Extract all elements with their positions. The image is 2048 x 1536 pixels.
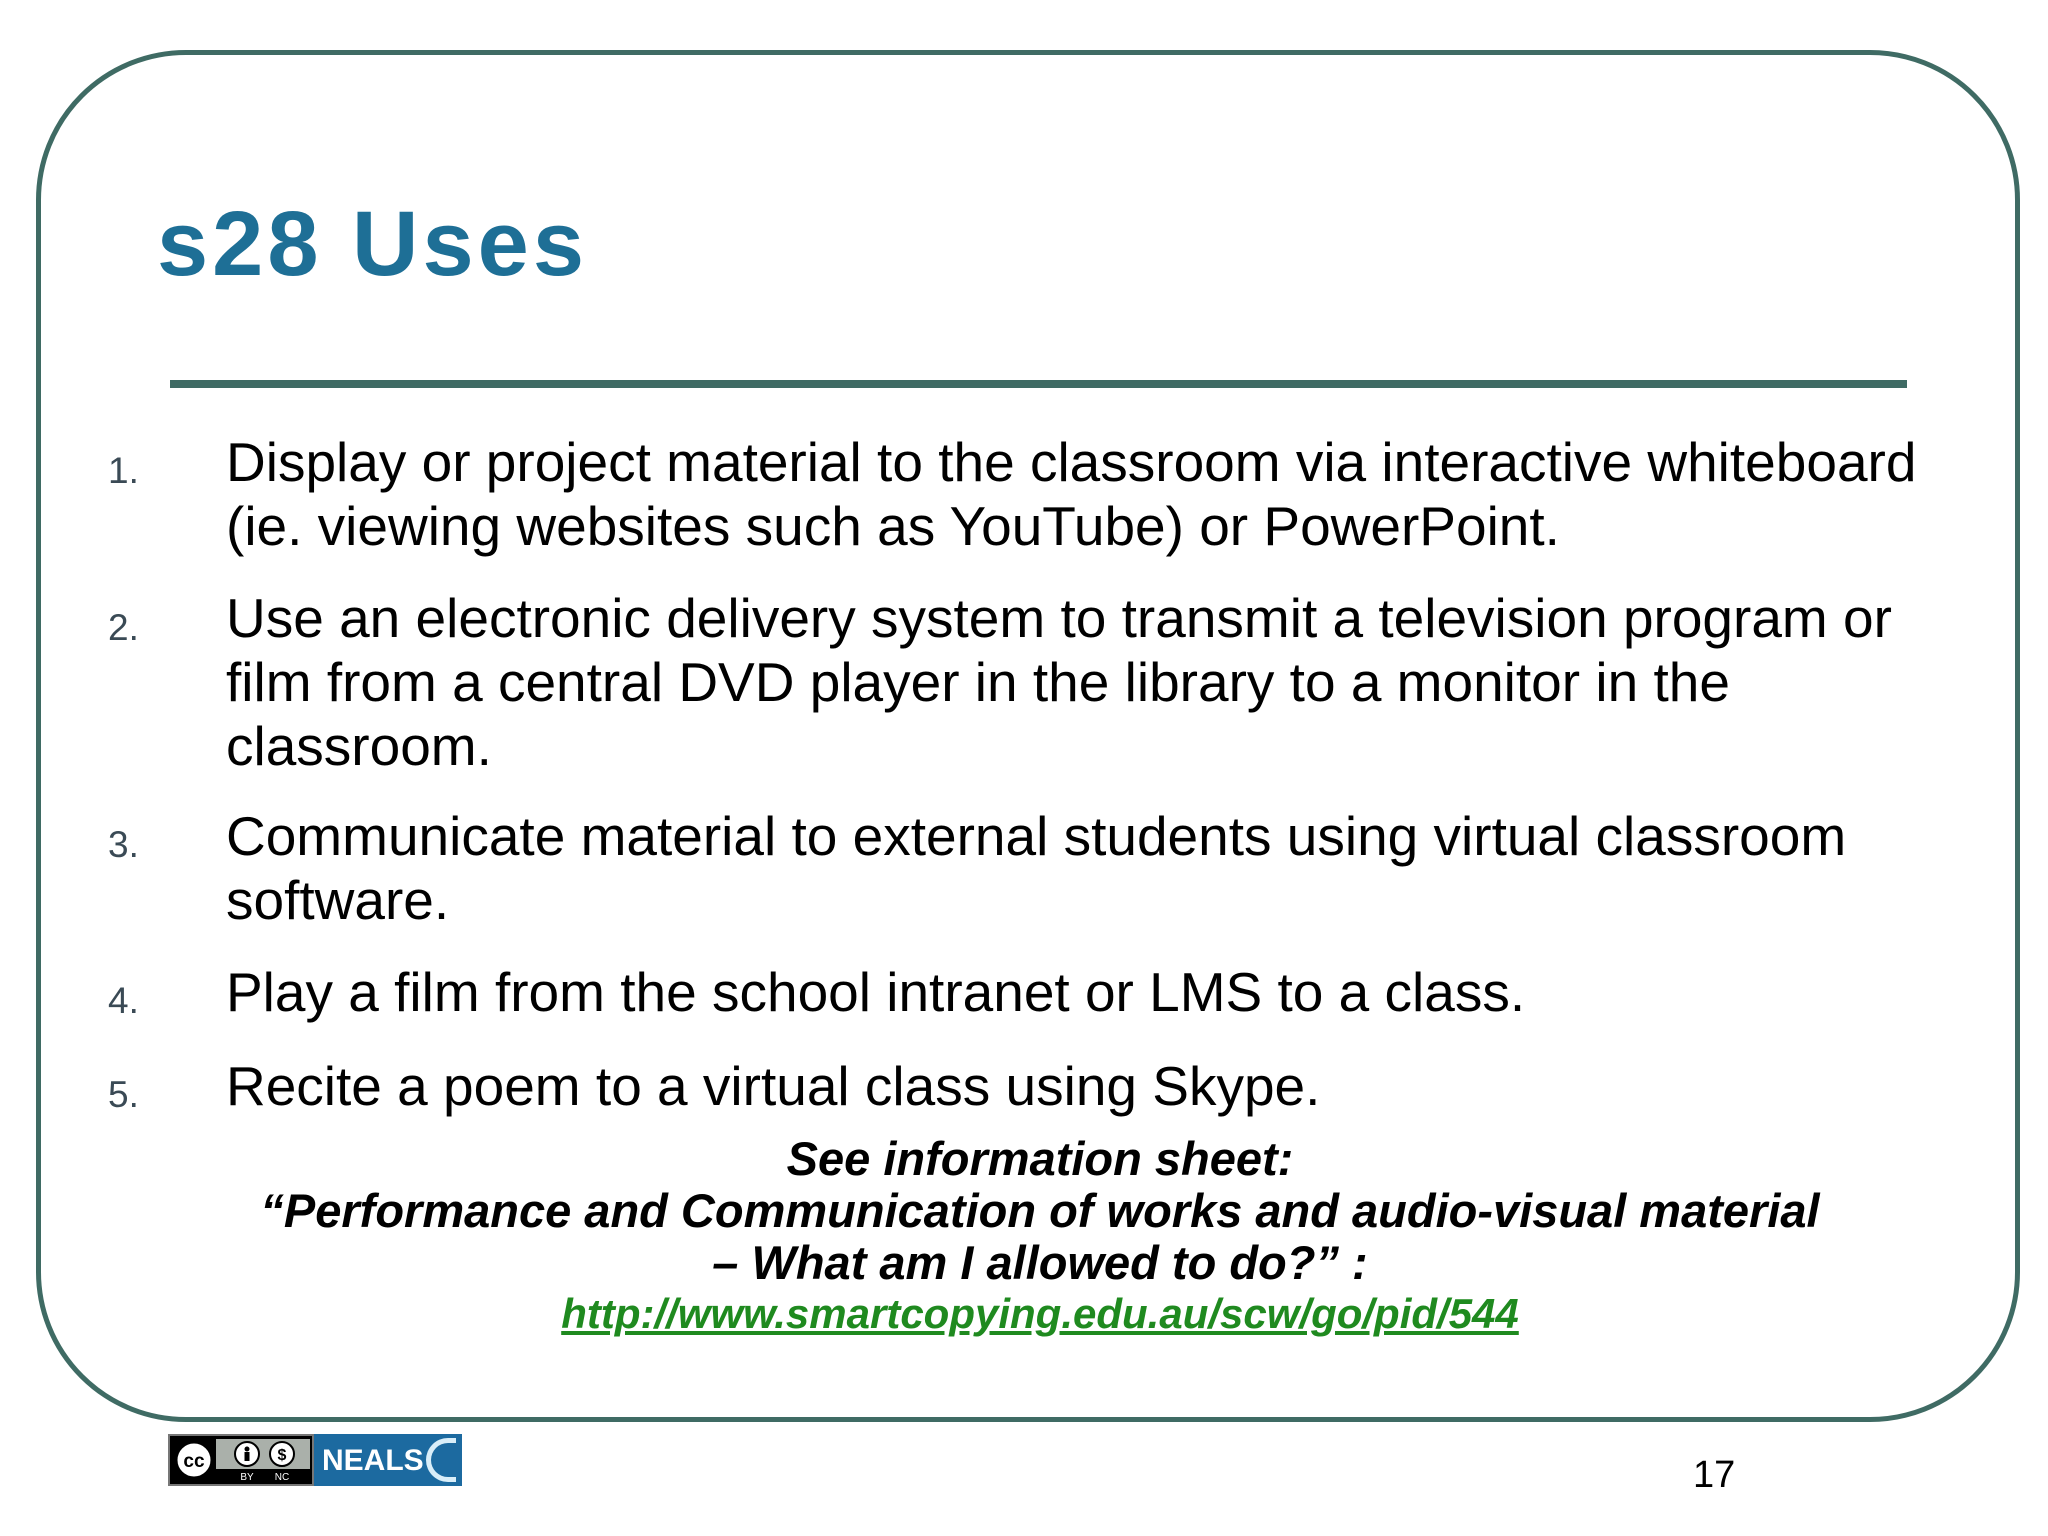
list-number: 5. [108,1074,139,1115]
slide-title: s28 Uses [157,193,588,295]
creative-commons-badge-icon [168,1434,314,1486]
list-text: Communicate material to external students using virtual classroom software. [226,805,1847,931]
svg-text:$: $ [277,1447,287,1464]
list-number: 3. [108,824,139,865]
list-number: 2. [108,607,139,648]
list-number: 4. [108,980,139,1021]
information-sheet-note [200,1133,1880,1339]
list-text: Display or project material to the classroom via interactive whiteboard (ie. viewing websites such as YouTube) or PowerPoint. [226,431,1917,557]
note-sheet-subtitle: – What am I allowed to do?” : [712,1236,1368,1289]
list-number: 1. [108,450,139,491]
list-text: Play a film from the school intranet or LMS to a class. [226,961,1526,1023]
neals-logo [314,1434,462,1486]
page-number: 17 [1693,1454,1736,1496]
svg-text:cc: cc [183,1451,205,1472]
note-sheet-title: “Performance and Communication of works and audio-visual material [260,1184,1820,1237]
note-heading: See information sheet: [786,1132,1294,1185]
cc-by-nc-icon [170,1436,312,1484]
title-divider [170,380,1907,388]
list-text: Use an electronic delivery system to transmit a television program or film from a central DVD player in the library to a monitor in the classroom. [226,587,1892,777]
cc-nc-label: NC [274,1472,290,1483]
cc-by-label: BY [240,1472,254,1483]
list-text: Recite a poem to a virtual class using Skype. [226,1055,1321,1117]
neals-arc-icon [426,1438,456,1482]
neals-logo-text: NEALS [322,1444,424,1477]
smartcopying-link[interactable]: http://www.smartcopying.edu.au/scw/go/pid/544 [561,1290,1519,1337]
